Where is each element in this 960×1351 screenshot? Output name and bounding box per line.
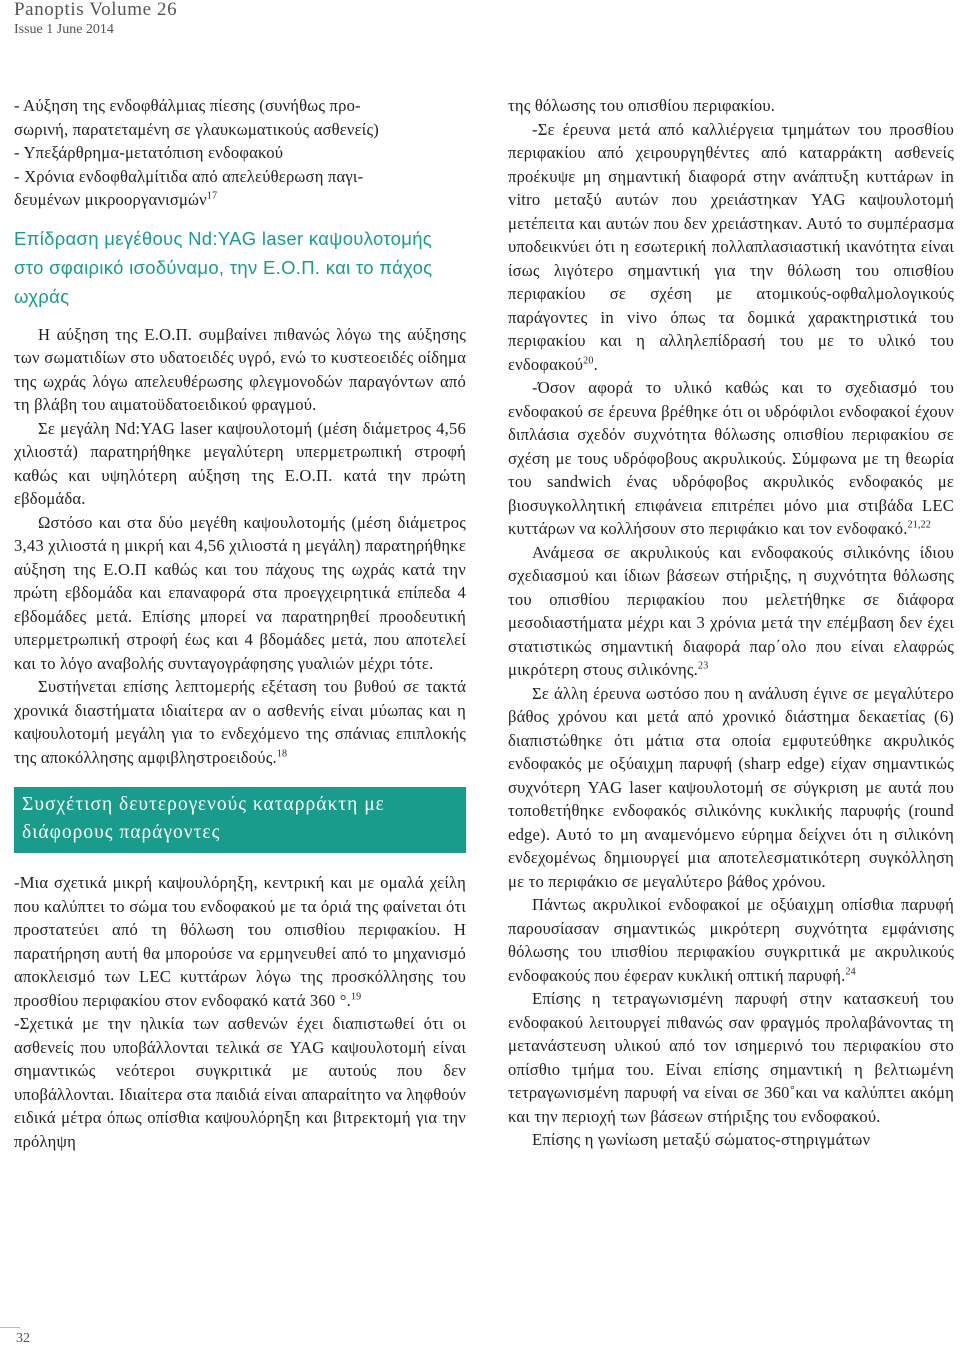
list-line: σωρινή, παρατεταμένη σε γλαυκωματικούς ασθενείς) xyxy=(14,119,379,139)
paragraph: Επίσης η τετραγωνισμένη παρυφή στην κατασκευή του ενδοφακού λειτουργεί πιθανώς σαν φραγμός προλαβάνοντας τη μετανάστευση υλικού από τον ισημερινό του περιφακίου στο οπίσθιο τμήμα του. Είναι επίσης σημαντική η βελτιωμένη τετραγωνισμένη παρυφή να είναι σε 360˚και να καλύπτει ακόμη και την περιοχή των βάσεων στήριξης του ενδοφακού. xyxy=(508,989,954,1126)
reference: 19 xyxy=(350,990,362,1002)
paragraph xyxy=(14,675,466,769)
complication-list xyxy=(14,94,466,212)
reference: 20 xyxy=(583,354,594,366)
reference: 23 xyxy=(698,660,709,672)
paragraph-text: Πάντως ακρυλικοί ενδοφακοί με οξύαιχμη οπίσθια παρυφή παρουσίασαν σημαντικώς μικρότερη συχνότητα εμφάνισης θόλωσης του ιπισθίου περιφακίου συγκριτικά με ακρυλικούς ενδοφακούς που έφεραν κυκλική οπτική παρυφή. xyxy=(508,895,954,985)
page-header xyxy=(14,0,177,38)
paragraph-text: Συστήνεται επίσης λεπτομερής εξέταση του βυθού σε τακτά χρονικά διαστήματα ιδιαίτερα αν ο ασθενής είναι μύωπας και η καψουλοτομή μεγάλη για το ενδεχόμενο της σπάνιας επιπλοκής της αποκόλλησης αμφιβληστροειδούς. xyxy=(14,677,466,767)
footer-rule xyxy=(0,1327,20,1328)
paragraph-text: -Σε έρευνα μετά από καλλιέργεια τμημάτων του προσθίου περιφακίου από χειρουργηθέντες από καταρράκτη ασθενείς προέκυψε μη σημαντική διαφορά στην ανάπτυξη κυττάρων in vitro μεταξύ αυτών που χρειάστηκαν YAG καψουλοτομή μετέπειτα και αυτών που δεν χρειάστηκαν. Αυτό το συμπέρασμα υποδεικνύει ότι η εσωτερική πολλαπλασιαστική ικανότητα είναι ίσως λιγότερο σημαντική για την θόλωση του οπισθίου περιφακίου σε σχέση με ατομικούς-οφθαλμολογικούς παράγοντες in vivo όπως τα δομικά χαρακτηριστικά του περιφακίου και η αλληλεπίδρασή του με το υλικό του ενδοφακού xyxy=(508,119,954,374)
paragraph: της θόλωσης του οπισθίου περιφακίου. xyxy=(508,96,776,115)
section-heading-bar: Συσχέτιση δευτερογενούς καταρράκτη με διάφορους παράγοντες xyxy=(14,787,466,853)
paragraph: -Σε έρευνα μετά από καλλιέργεια τμημάτων του προσθίου περιφακίου από χειρουργηθέντες από καταρράκτη ασθενείς προέκυψε μη σημαντική διαφορά στην ανάπτυξη κυττάρων in vitro μεταξύ αυτών που χρειάστηκαν YAG καψουλοτομή μετέπειτα και αυτών που δεν χρειάστηκαν. Αυτό το συμπέρασμα υποδεικνύει ότι η εσωτερική πολλαπλασιαστική ικανότητα είναι ίσως λιγότερο σημαντική για την θόλωση του οπισθίου περιφακίου σε σχέση με ατομικούς-οφθαλμολογικούς παράγοντες in vivo όπως τα δομικά χαρακτηριστικά του περιφακίου και η αλληλεπίδρασή του με το υλικό του ενδοφακού$^{20}$. xyxy=(508,119,954,374)
paragraph-text: -Μια σχετικά μικρή καψουλόρηξη, κεντρική και με ομαλά χείλη που καλύπτει το σώμα του ενδοφακού με τα όριά της φαίνεται ότι προστατεύει από τη θόλωση του οπισθίου περιφακίου. Η παρατήρηση αυτή θα μπορούσε να ερμηνευθεί από το μηχανισμό αποκλεισμό των LEC κυττάρων λόγω της προσκόλλησης του προσθίου περιφακίου στον ενδοφακό κατά 360 °. xyxy=(14,873,466,1010)
paragraph: Η αύξηση της Ε.Ο.Π. συμβαίνει πιθανώς λόγω της αύξησης των σωματιδίων στο υδατοειδές υγρό, ενώ το κυστεοειδές οίδημα της ωχράς λόγω απελευθέρωσης φλεγμονοδών παραγόντων από τη βλάβη του αιματοϋδατοειδικού φραγμού. xyxy=(14,324,466,414)
paragraph xyxy=(14,871,466,1012)
left-column xyxy=(14,94,466,1153)
paragraph: Ωστόσο και στα δύο μεγέθη καψουλοτομής (μέση διάμετρος 3,43 χιλιοστά η μικρή και 4,56 χιλιοστά η μεγάλη) παρατηρήθηκε αύξηση της Ε.Ο.Π καθώς και του πάχους της ωχράς κατά την πρώτη εβδομάδα και επαναφορά στα προεγχειρητικά επίπεδα 4 εβδομάδες μετά. Επίσης μπορεί να παρατηρηθεί προοδευτική υπερμετρωπική στροφή έως και 4 βδομάδες μετά, που αποτελεί και το λόγο αναβολής συνταγογράφησης γυαλιών μέχρι τότε. xyxy=(14,512,466,673)
paragraph: Επίσης η γωνίωση μεταξύ σώματος-στηριγμάτων xyxy=(532,1130,871,1149)
paragraph-text: -Όσον αφορά το υλικό καθώς και το σχεδιασμό του ενδοφακού σε έρευνα βρέθηκε ότι οι υδρόφιλοι ενδοφακοί έχουν διπλάσια σχεδόν συχνότητα θόλωσης οπισθίου περιφακίου σε σχέση με τους υδρόφοβους ακρυλικούς. Σύμφωνα με τη θεωρία του sandwich ένας υδρόφοβος ακρυλικός ενδοφακός με βιοσυγκολλητική επιφάνεια επιτρέπει μόνο μια στιβάδα LEC κυττάρων να κολλήσουν στο περιφάκιο και τον ενδοφακό. xyxy=(508,378,954,538)
paragraph: Σε μεγάλη Nd:YAG laser καψουλοτομή (μέση διάμετρος 4,56 χιλιοστά) παρατηρήθηκε μεγαλύτερη υπερμετρωπική στροφή καθώς και υψηλότερη αύξηση της Ε.Ο.Π. κατά την πρώτη εβδομάδα. xyxy=(14,418,466,508)
paragraph xyxy=(508,893,954,987)
reference: 21,22 xyxy=(907,519,932,531)
section-heading-yag-size: Επίδραση μεγέθους Nd:YAG laser καψουλοτομής στο σφαιρικό ισοδύναμο, την Ε.Ο.Π. και το πάχος ωχράς xyxy=(14,227,433,307)
list-line: - Αύξηση της ενδοφθάλμιας πίεσης (συνήθως προ- xyxy=(14,96,361,115)
right-column xyxy=(508,94,954,1152)
list-line: - Χρόνια ενδοφθαλμίτιδα από απελεύθερωση παγι- xyxy=(14,166,364,186)
paragraph: Σε άλλη έρευνα ωστόσο που η ανάλυση έγινε σε μεγαλύτερο βάθος χρόνου και μετά από χρονικό διάστημα δεκαετίας (6) διαπιστώθηκε ότι μάτια στα οποία εμφυτεύθηκε ακρυλικός ενδοφακός με οξύαιχμη παρυφή (sharp edge) είχαν σημαντικώς συχνότερη YAG laser καψουλοτομή σε σύγκριση με αυτά που τοποθετήθηκε ενδοφακός σιλικόνης κυκλικής παρυφής (round edge). Αυτό το μη αναμενόμενο εύρημα δείχνει ότι η σιλικόνη ενδεχομένως δημιουργεί μια αποτελεσματικότερη συγκόλληση με το περιφάκιο σε μεγαλύτερο βάθος χρόνου. xyxy=(508,683,954,891)
reference: 18 xyxy=(276,747,288,759)
list-line xyxy=(14,188,466,212)
paragraph xyxy=(508,376,954,541)
page-number: 32 xyxy=(16,1331,30,1346)
journal-title: Panoptis Volume 26 xyxy=(14,0,178,20)
reference: 17 xyxy=(206,190,218,202)
paragraph xyxy=(508,541,954,682)
paragraph: -Σχετικά με την ηλικία των ασθενών έχει διαπιστωθεί ότι οι ασθενείς που υποβάλλονται τελικά σε YAG καψουλοτομή είναι σημαντικώς νεότεροι συγκριτικά με αυτούς που δεν υποβάλλονται. Ιδιαίτερα στα παιδιά είναι απαραίτητο να ληφθούν ειδικά μέτρα όπως οπίσθια καψουλόρηξη και βιτρεκτομή για την πρόληψη xyxy=(14,1014,466,1151)
list-line: - Υπεξάρθρημα-μετατόπιση ενδοφακού xyxy=(14,143,284,162)
reference: 24 xyxy=(845,965,856,977)
list-line-text: δευμένων μικροοργανισμών xyxy=(14,190,207,209)
issue-label: Issue 1 June 2014 xyxy=(14,22,114,37)
paragraph-text: Ανάμεσα σε ακρυλικούς και ενδοφακούς σιλικόνης ίδιου σχεδιασμού και ίδιων βάσεων στήριξης, η συχνότητα θόλωσης του οπισθίου περιφακίου που μελετήθηκε σε διάφορα μεσοδιαστήματα μέχρι και 3 χρόνια μετά την επέμβαση δεν έχει στατιστικώς σημαντική διαφορά παρ΄ολο που είναι ελαφρώς μικρότερη στους σιλικόνης. xyxy=(508,542,954,679)
